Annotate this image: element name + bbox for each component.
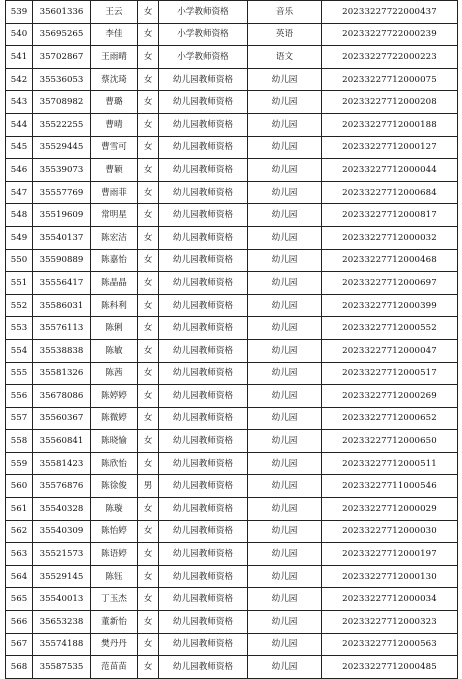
cell-qualification: 幼儿园教师资格	[159, 543, 248, 566]
cell-gender: 女	[138, 1, 159, 24]
cell-subject: 幼儿园	[248, 362, 322, 385]
cell-name: 常明星	[91, 204, 138, 227]
table-row	[6, 1, 458, 24]
cell-exam-number: 35529145	[33, 565, 91, 588]
cell-certificate-number: 20233227712000650	[322, 430, 458, 453]
certificate-roster-table	[5, 0, 458, 679]
cell-subject: 幼儿园	[248, 588, 322, 611]
cell-certificate-number: 20233227722000223	[322, 46, 458, 69]
cell-subject: 幼儿园	[248, 543, 322, 566]
table-row	[6, 294, 458, 317]
cell-name: 李佳	[91, 23, 138, 46]
cell-subject: 英语	[248, 23, 322, 46]
table-row	[6, 565, 458, 588]
cell-qualification: 幼儿园教师资格	[159, 136, 248, 159]
cell-certificate-number: 20233227712000197	[322, 543, 458, 566]
table-row	[6, 136, 458, 159]
cell-seq: 543	[6, 91, 33, 114]
cell-name: 陈怡婷	[91, 520, 138, 543]
cell-seq: 545	[6, 136, 33, 159]
cell-exam-number: 35540013	[33, 588, 91, 611]
cell-certificate-number: 20233227712000075	[322, 68, 458, 91]
cell-gender: 女	[138, 204, 159, 227]
cell-exam-number: 35521573	[33, 543, 91, 566]
cell-seq: 542	[6, 68, 33, 91]
cell-exam-number: 35557769	[33, 181, 91, 204]
table-row	[6, 543, 458, 566]
cell-gender: 女	[138, 611, 159, 634]
cell-gender: 女	[138, 181, 159, 204]
cell-subject: 幼儿园	[248, 407, 322, 430]
cell-qualification: 幼儿园教师资格	[159, 226, 248, 249]
cell-seq: 550	[6, 249, 33, 272]
cell-name: 陈晓愉	[91, 430, 138, 453]
cell-subject: 幼儿园	[248, 159, 322, 182]
cell-gender: 男	[138, 475, 159, 498]
cell-name: 陈徐俊	[91, 475, 138, 498]
cell-exam-number: 35519609	[33, 204, 91, 227]
cell-gender: 女	[138, 452, 159, 475]
cell-subject: 幼儿园	[248, 226, 322, 249]
cell-seq: 558	[6, 430, 33, 453]
cell-gender: 女	[138, 91, 159, 114]
cell-certificate-number: 20233227712000130	[322, 565, 458, 588]
cell-seq: 544	[6, 113, 33, 136]
cell-seq: 539	[6, 1, 33, 24]
cell-gender: 女	[138, 113, 159, 136]
cell-qualification: 小学教师资格	[159, 46, 248, 69]
cell-gender: 女	[138, 136, 159, 159]
cell-gender: 女	[138, 226, 159, 249]
cell-qualification: 幼儿园教师资格	[159, 317, 248, 340]
cell-seq: 552	[6, 294, 33, 317]
cell-qualification: 幼儿园教师资格	[159, 181, 248, 204]
cell-exam-number: 35590889	[33, 249, 91, 272]
cell-name: 陈宏洁	[91, 226, 138, 249]
table-row	[6, 181, 458, 204]
cell-qualification: 幼儿园教师资格	[159, 272, 248, 295]
cell-certificate-number: 20233227712000399	[322, 294, 458, 317]
table-row	[6, 611, 458, 634]
cell-gender: 女	[138, 656, 159, 679]
cell-qualification: 幼儿园教师资格	[159, 588, 248, 611]
cell-gender: 女	[138, 633, 159, 656]
cell-exam-number: 35576876	[33, 475, 91, 498]
cell-qualification: 幼儿园教师资格	[159, 68, 248, 91]
cell-gender: 女	[138, 407, 159, 430]
cell-seq: 560	[6, 475, 33, 498]
cell-qualification: 幼儿园教师资格	[159, 249, 248, 272]
table-row	[6, 91, 458, 114]
cell-gender: 女	[138, 272, 159, 295]
table-row	[6, 588, 458, 611]
cell-subject: 幼儿园	[248, 452, 322, 475]
cell-subject: 幼儿园	[248, 611, 322, 634]
cell-certificate-number: 20233227722000239	[322, 23, 458, 46]
cell-exam-number: 35601336	[33, 1, 91, 24]
cell-exam-number: 35536053	[33, 68, 91, 91]
cell-name: 陈嘉怡	[91, 249, 138, 272]
cell-seq: 554	[6, 339, 33, 362]
cell-gender: 女	[138, 294, 159, 317]
cell-exam-number: 35529445	[33, 136, 91, 159]
cell-seq: 564	[6, 565, 33, 588]
cell-gender: 女	[138, 588, 159, 611]
table-row	[6, 362, 458, 385]
cell-subject: 幼儿园	[248, 430, 322, 453]
cell-subject: 幼儿园	[248, 565, 322, 588]
cell-qualification: 幼儿园教师资格	[159, 430, 248, 453]
cell-certificate-number: 20233227712000044	[322, 159, 458, 182]
cell-exam-number: 35576113	[33, 317, 91, 340]
cell-certificate-number: 20233227712000269	[322, 385, 458, 408]
cell-name: 王雨晴	[91, 46, 138, 69]
cell-name: 樊丹丹	[91, 633, 138, 656]
cell-qualification: 幼儿园教师资格	[159, 498, 248, 521]
cell-exam-number: 35540309	[33, 520, 91, 543]
cell-gender: 女	[138, 362, 159, 385]
cell-subject: 幼儿园	[248, 204, 322, 227]
cell-certificate-number: 20233227712000563	[322, 633, 458, 656]
cell-subject: 音乐	[248, 1, 322, 24]
cell-seq: 565	[6, 588, 33, 611]
table-row	[6, 249, 458, 272]
cell-seq: 561	[6, 498, 33, 521]
cell-certificate-number: 20233227712000029	[322, 498, 458, 521]
roster-body	[6, 1, 458, 679]
cell-subject: 幼儿园	[248, 385, 322, 408]
cell-subject: 幼儿园	[248, 68, 322, 91]
cell-subject: 幼儿园	[248, 656, 322, 679]
cell-subject: 幼儿园	[248, 520, 322, 543]
cell-gender: 女	[138, 46, 159, 69]
cell-exam-number: 35574188	[33, 633, 91, 656]
cell-gender: 女	[138, 520, 159, 543]
cell-exam-number: 35556417	[33, 272, 91, 295]
cell-subject: 幼儿园	[248, 91, 322, 114]
cell-qualification: 幼儿园教师资格	[159, 159, 248, 182]
cell-subject: 幼儿园	[248, 633, 322, 656]
cell-name: 范苗苗	[91, 656, 138, 679]
cell-certificate-number: 20233227712000034	[322, 588, 458, 611]
cell-name: 曹晴	[91, 113, 138, 136]
cell-seq: 546	[6, 159, 33, 182]
cell-certificate-number: 20233227712000047	[322, 339, 458, 362]
cell-seq: 551	[6, 272, 33, 295]
table-row	[6, 520, 458, 543]
cell-qualification: 幼儿园教师资格	[159, 611, 248, 634]
cell-name: 曹璐	[91, 91, 138, 114]
cell-qualification: 幼儿园教师资格	[159, 452, 248, 475]
cell-qualification: 幼儿园教师资格	[159, 362, 248, 385]
cell-qualification: 幼儿园教师资格	[159, 294, 248, 317]
cell-gender: 女	[138, 543, 159, 566]
cell-exam-number: 35522255	[33, 113, 91, 136]
table-row	[6, 317, 458, 340]
cell-certificate-number: 20233227711000546	[322, 475, 458, 498]
cell-qualification: 幼儿园教师资格	[159, 565, 248, 588]
cell-gender: 女	[138, 385, 159, 408]
cell-certificate-number: 20233227712000188	[322, 113, 458, 136]
table-row	[6, 633, 458, 656]
cell-exam-number: 35678086	[33, 385, 91, 408]
cell-qualification: 幼儿园教师资格	[159, 633, 248, 656]
table-row	[6, 46, 458, 69]
table-row	[6, 452, 458, 475]
cell-certificate-number: 20233227712000817	[322, 204, 458, 227]
cell-seq: 541	[6, 46, 33, 69]
table-row	[6, 226, 458, 249]
table-row	[6, 430, 458, 453]
cell-name: 陈茜	[91, 362, 138, 385]
cell-name: 陈钰	[91, 565, 138, 588]
cell-exam-number: 35702867	[33, 46, 91, 69]
cell-qualification: 幼儿园教师资格	[159, 475, 248, 498]
cell-certificate-number: 20233227712000127	[322, 136, 458, 159]
cell-seq: 547	[6, 181, 33, 204]
cell-name: 陈敏	[91, 339, 138, 362]
cell-name: 陈俐	[91, 317, 138, 340]
table-row	[6, 339, 458, 362]
cell-seq: 563	[6, 543, 33, 566]
cell-gender: 女	[138, 317, 159, 340]
cell-exam-number: 35540328	[33, 498, 91, 521]
cell-subject: 幼儿园	[248, 272, 322, 295]
cell-subject: 幼儿园	[248, 136, 322, 159]
cell-name: 蔡沈琦	[91, 68, 138, 91]
cell-exam-number: 35560367	[33, 407, 91, 430]
table-row	[6, 113, 458, 136]
cell-subject: 幼儿园	[248, 498, 322, 521]
cell-name: 陈欣怡	[91, 452, 138, 475]
cell-certificate-number: 20233227712000697	[322, 272, 458, 295]
cell-seq: 567	[6, 633, 33, 656]
table-row	[6, 385, 458, 408]
cell-seq: 568	[6, 656, 33, 679]
cell-certificate-number: 20233227712000511	[322, 452, 458, 475]
cell-name: 陈璇	[91, 498, 138, 521]
table-row	[6, 407, 458, 430]
cell-exam-number: 35581326	[33, 362, 91, 385]
cell-certificate-number: 20233227722000437	[322, 1, 458, 24]
cell-name: 陈晶晶	[91, 272, 138, 295]
cell-exam-number: 35581423	[33, 452, 91, 475]
cell-qualification: 小学教师资格	[159, 1, 248, 24]
cell-subject: 语文	[248, 46, 322, 69]
cell-exam-number: 35586031	[33, 294, 91, 317]
cell-certificate-number: 20233227712000468	[322, 249, 458, 272]
cell-certificate-number: 20233227712000208	[322, 91, 458, 114]
cell-certificate-number: 20233227712000552	[322, 317, 458, 340]
cell-seq: 549	[6, 226, 33, 249]
cell-name: 丁玉杰	[91, 588, 138, 611]
cell-name: 曹颖	[91, 159, 138, 182]
cell-seq: 566	[6, 611, 33, 634]
table-row	[6, 475, 458, 498]
cell-name: 陈微婷	[91, 407, 138, 430]
cell-seq: 555	[6, 362, 33, 385]
cell-gender: 女	[138, 159, 159, 182]
cell-exam-number: 35695265	[33, 23, 91, 46]
cell-certificate-number: 20233227712000517	[322, 362, 458, 385]
cell-certificate-number: 20233227712000323	[322, 611, 458, 634]
cell-qualification: 幼儿园教师资格	[159, 407, 248, 430]
cell-seq: 540	[6, 23, 33, 46]
cell-subject: 幼儿园	[248, 113, 322, 136]
cell-seq: 553	[6, 317, 33, 340]
cell-seq: 559	[6, 452, 33, 475]
cell-exam-number: 35653238	[33, 611, 91, 634]
cell-name: 董新怡	[91, 611, 138, 634]
table-row	[6, 498, 458, 521]
cell-seq: 557	[6, 407, 33, 430]
cell-subject: 幼儿园	[248, 339, 322, 362]
cell-exam-number: 35587535	[33, 656, 91, 679]
cell-gender: 女	[138, 249, 159, 272]
cell-certificate-number: 20233227712000032	[322, 226, 458, 249]
cell-certificate-number: 20233227712000030	[322, 520, 458, 543]
cell-name: 陈科利	[91, 294, 138, 317]
cell-name: 陈婷婷	[91, 385, 138, 408]
cell-qualification: 幼儿园教师资格	[159, 113, 248, 136]
cell-qualification: 幼儿园教师资格	[159, 91, 248, 114]
table-row	[6, 23, 458, 46]
cell-seq: 556	[6, 385, 33, 408]
cell-seq: 548	[6, 204, 33, 227]
cell-subject: 幼儿园	[248, 249, 322, 272]
cell-name: 王云	[91, 1, 138, 24]
cell-qualification: 幼儿园教师资格	[159, 204, 248, 227]
cell-gender: 女	[138, 565, 159, 588]
cell-seq: 562	[6, 520, 33, 543]
cell-gender: 女	[138, 430, 159, 453]
cell-gender: 女	[138, 23, 159, 46]
cell-certificate-number: 20233227712000652	[322, 407, 458, 430]
cell-qualification: 幼儿园教师资格	[159, 385, 248, 408]
cell-gender: 女	[138, 339, 159, 362]
table-row	[6, 159, 458, 182]
cell-certificate-number: 20233227712000485	[322, 656, 458, 679]
table-row	[6, 204, 458, 227]
cell-subject: 幼儿园	[248, 294, 322, 317]
cell-name: 陈语婷	[91, 543, 138, 566]
cell-subject: 幼儿园	[248, 317, 322, 340]
table-row	[6, 272, 458, 295]
cell-exam-number: 35538838	[33, 339, 91, 362]
cell-name: 曹雪可	[91, 136, 138, 159]
table-row	[6, 68, 458, 91]
cell-subject: 幼儿园	[248, 475, 322, 498]
cell-name: 曹雨菲	[91, 181, 138, 204]
cell-exam-number: 35560841	[33, 430, 91, 453]
cell-qualification: 小学教师资格	[159, 23, 248, 46]
cell-exam-number: 35540137	[33, 226, 91, 249]
cell-subject: 幼儿园	[248, 181, 322, 204]
cell-qualification: 幼儿园教师资格	[159, 339, 248, 362]
cell-certificate-number: 20233227712000684	[322, 181, 458, 204]
cell-exam-number: 35708982	[33, 91, 91, 114]
cell-qualification: 幼儿园教师资格	[159, 656, 248, 679]
table-row	[6, 656, 458, 679]
cell-exam-number: 35539073	[33, 159, 91, 182]
cell-gender: 女	[138, 498, 159, 521]
cell-qualification: 幼儿园教师资格	[159, 520, 248, 543]
cell-gender: 女	[138, 68, 159, 91]
